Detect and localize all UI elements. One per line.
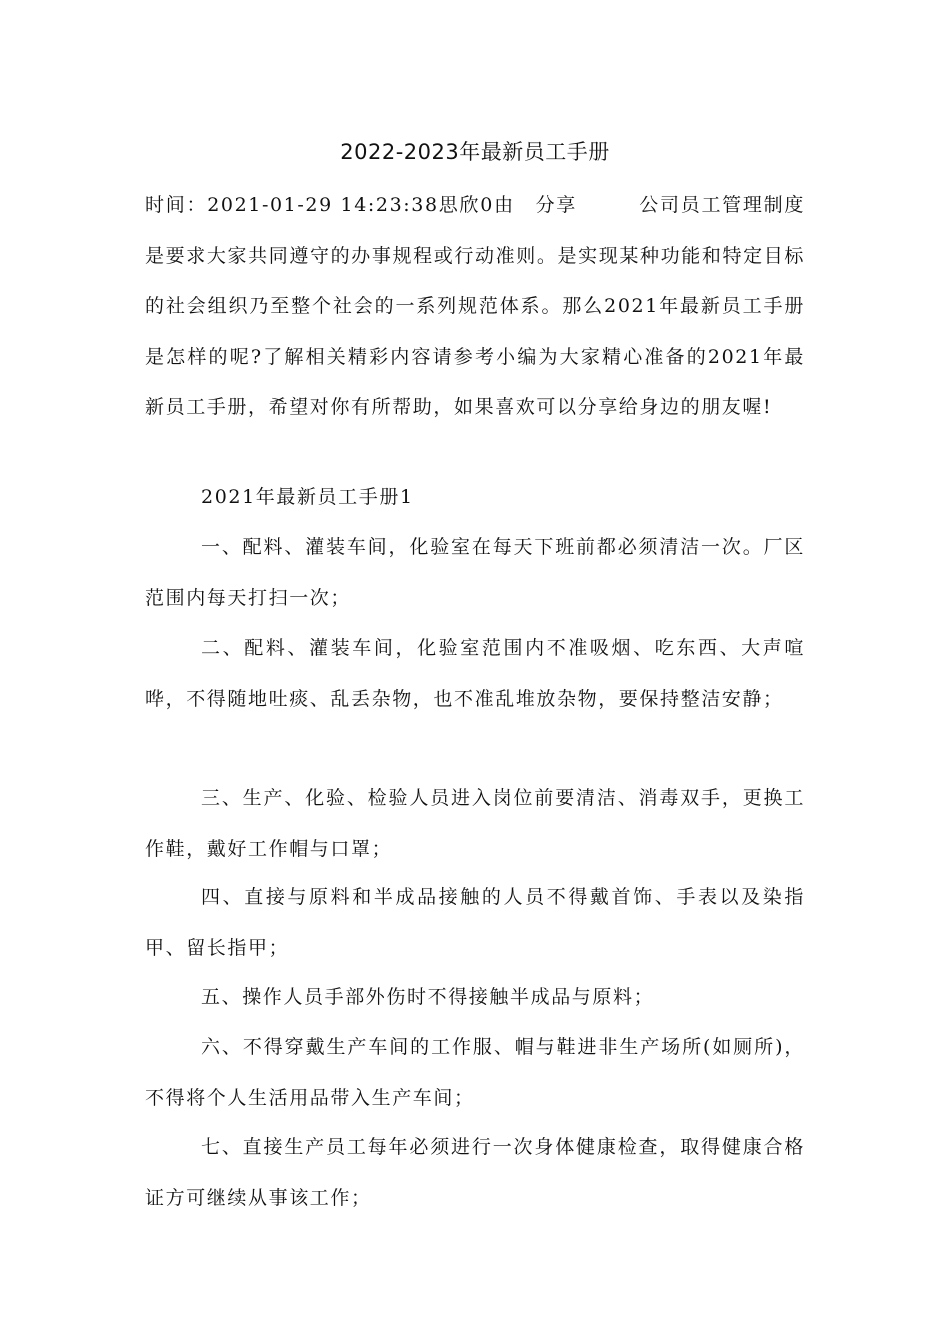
rule-5-block	[145, 972, 805, 1023]
rule-paragraph-4: 四、直接与原料和半成品接触的人员不得戴首饰、手表以及染指甲、留长指甲；	[145, 886, 805, 959]
rule-paragraph-2: 二、配料、灌装车间，化验室范围内不准吸烟、吃东西、大声喧哗，不得随地吐痰、乱丢杂物，也不准乱堆放杂物，要保持整洁安静；	[145, 637, 805, 710]
rule-paragraph-3: 三、生产、化验、检验人员进入岗位前要清洁、消毒双手，更换工作鞋，戴好工作帽与口罩；	[145, 787, 805, 860]
rule-paragraph-7: 七、直接生产员工每年必须进行一次身体健康检查，取得健康合格证方可继续从事该工作；	[145, 1136, 805, 1209]
document-body	[145, 180, 805, 433]
rule-4-block	[145, 872, 805, 973]
section-heading-block	[145, 472, 805, 523]
rule-paragraph-6: 六、不得穿戴生产车间的工作服、帽与鞋进非生产场所(如厕所)，不得将个人生活用品带入生产车间；	[145, 1036, 805, 1109]
section-heading: 2021年最新员工手册1	[201, 486, 414, 508]
rule-paragraph-1: 一、配料、灌装车间，化验室在每天下班前都必须清洁一次。厂区范围内每天打扫一次；	[145, 536, 805, 609]
rule-6-block	[145, 1022, 805, 1123]
rule-3-block	[145, 773, 805, 874]
intro-paragraph: 时间：2021-01-29 14:23:38思欣0由 分享 公司员工管理制度是要求大家共同遵守的办事规程或行动准则。是实现某种功能和特定目标的社会组织乃至整个社会的一系列规范体系。那么2021年最新员工手册是怎样的呢?了解相关精彩内容请参考小编为大家精心准备的2021年最新员工手册，希望对你有所帮助，如果喜欢可以分享给身边的朋友喔!	[145, 194, 805, 418]
rule-7-block	[145, 1122, 805, 1223]
rule-1-block	[145, 522, 805, 623]
document-title: 2022-2023年最新员工手册	[340, 140, 610, 164]
rule-paragraph-5: 五、操作人员手部外伤时不得接触半成品与原料；	[201, 986, 655, 1008]
rule-2-block	[145, 623, 805, 724]
